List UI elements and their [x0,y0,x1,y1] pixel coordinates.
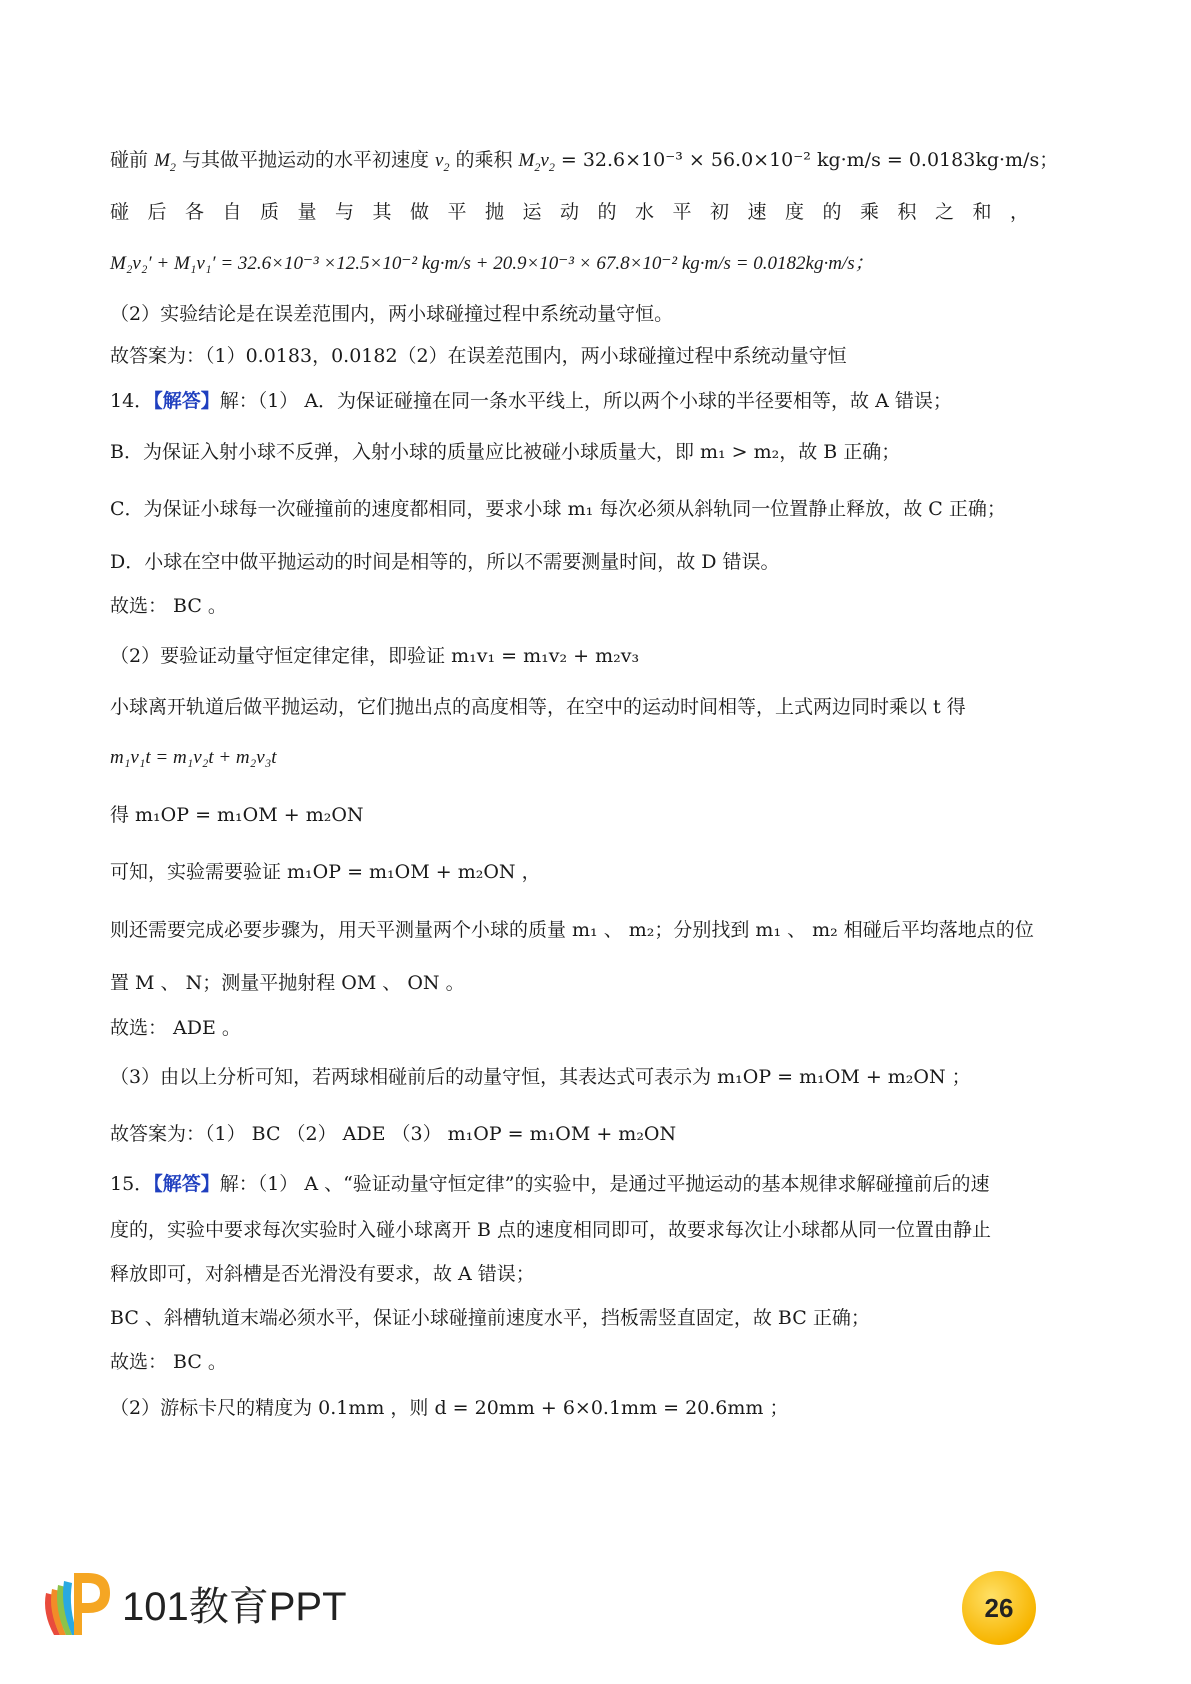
line-16: 则还需要完成必要步骤为，用天平测量两个小球的质量 m₁ 、 m₂；分别找到 m₁ 、 m₂ 相碰后平均落地点的位 [110,919,1034,941]
line-13: m₁v₁t = m₁v₂t + m₂v₃t [110,747,277,768]
text: 解：（1） A．为保证碰撞在同一条水平线上，所以两个小球的半径要相等，故 A 错误； [219,390,952,412]
math-v2: $v_2$ [435,150,450,174]
line-20: 故答案为：（1） BC （2） ADE （3） m₁OP = m₁OM + m₂ON [110,1123,677,1145]
text: 与其做平抛运动的水平初速度 [181,149,429,171]
text: 碰后各自质量与其做平抛运动的水平初速度的乘积之和， [110,201,1048,223]
math-m2v2: $M_2v_2$ [518,150,555,174]
question-number: 14． [110,390,154,412]
line-5: 故答案为：（1）0.0183，0.0182（2）在误差范围内，两小球碰撞过程中系统动量守恒 [110,345,847,367]
line-6 [110,387,1090,415]
line-2 [110,198,1090,226]
line-3: M₂v₂′ + M₁v₁′ = 32.6×10⁻³ ×12.5×10⁻² kg·m/s + 20.9×10⁻³ × 67.8×10⁻² kg·m/s = 0.0182kg·m/s； [110,253,874,274]
line-8: C．为保证小球每一次碰撞前的速度都相同，要求小球 m₁ 每次必须从斜轨同一位置静止释放，故 C 正确； [110,498,1006,520]
answer-tag: 【解答】 [153,390,220,412]
line-17: 置 M 、 N；测量平抛射程 OM 、 ON 。 [110,972,465,994]
logo-icon [40,1565,112,1641]
logo-text: 101教育PPT [122,1584,347,1629]
line-15: 可知，实验需要验证 m₁OP = m₁OM + m₂ON ， [110,861,541,883]
line-18: 故选： ADE 。 [110,1017,241,1039]
line-21 [110,1170,1090,1198]
line-11: （2）要验证动量守恒定律定律，即验证 m₁v₁ = m₁v₂ + m₂v₃ [110,645,640,667]
line-4: （2）实验结论是在误差范围内，两小球碰撞过程中系统动量守恒。 [110,303,674,325]
answer-tag: 【解答】 [153,1173,220,1195]
line-24: BC 、斜槽轨道末端必须水平，保证小球碰撞前速度水平，挡板需竖直固定，故 BC 正确； [110,1307,870,1329]
text: 碰前 [110,149,149,171]
line-12: 小球离开轨道后做平抛运动，它们抛出点的高度相等，在空中的运动时间相等，上式两边同时乘以 t 得 [110,696,966,718]
line-7: B．为保证入射小球不反弹，入射小球的质量应比被碰小球质量大，即 m₁ > m₂，故 B 正确； [110,441,901,463]
text: 解：（1） A 、“验证动量守恒定律”的实验中，是通过平抛运动的基本规律求解碰撞前后的速 [219,1173,990,1195]
line-23: 释放即可，对斜槽是否光滑没有要求，故 A 错误； [110,1263,535,1285]
math-m2: $M_2$ [154,150,176,174]
line-25: 故选： BC 。 [110,1351,227,1373]
line-19: （3）由以上分析可知，若两球相碰前后的动量守恒，其表达式可表示为 m₁OP = m₁OM + m₂ON ； [110,1066,971,1088]
text: 的乘积 [455,149,513,171]
line-9: D．小球在空中做平抛运动的时间是相等的，所以不需要测量时间，故 D 错误。 [110,551,780,573]
line-10: 故选： BC 。 [110,595,227,617]
page-number: 26 [962,1571,1036,1645]
equation: = 32.6×10⁻³ × 56.0×10⁻² kg·m/s = 0.0183kg·m/s； [560,149,1059,171]
line-26: （2）游标卡尺的精度为 0.1mm ，则 d = 20mm + 6×0.1mm = 20.6mm ； [110,1397,789,1419]
line-14: 得 m₁OP = m₁OM + m₂ON [110,804,364,826]
line-22: 度的，实验中要求每次实验时入碰小球离开 B 点的速度相同即可，故要求每次让小球都从同一位置由静止 [110,1219,992,1241]
brand-logo [40,1565,347,1641]
line-1 [110,146,1090,175]
question-number: 15． [110,1173,154,1195]
